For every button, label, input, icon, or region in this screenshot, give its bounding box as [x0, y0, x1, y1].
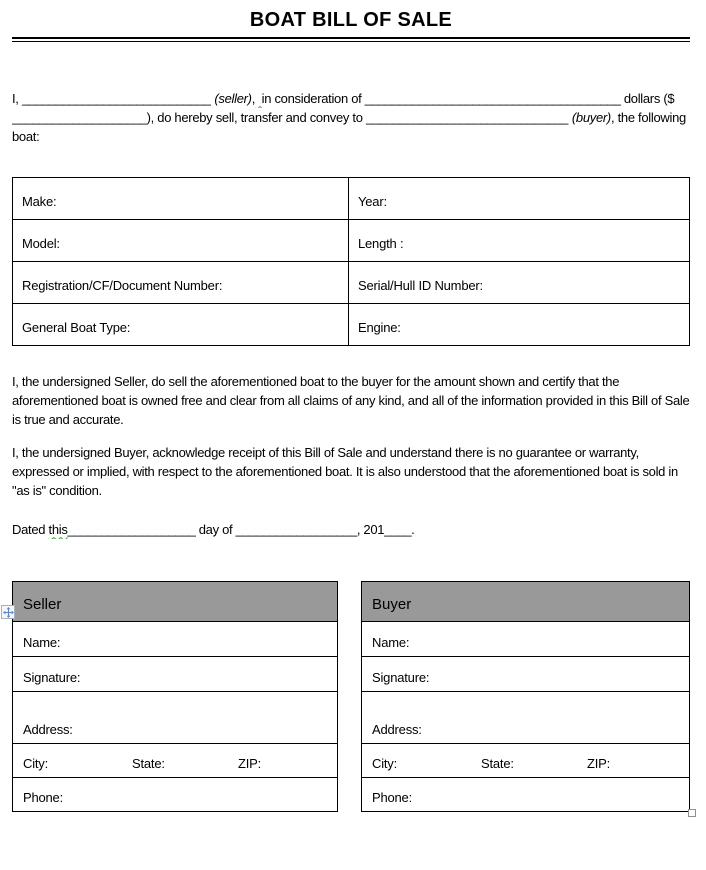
buyer-city-state-zip-cell[interactable]: [362, 743, 690, 777]
make-label: Make:: [22, 193, 57, 209]
intro-text: dollars ($: [620, 90, 675, 106]
intro-text: , the following: [610, 109, 686, 125]
table-row: [13, 261, 690, 303]
engine-label: Engine:: [358, 319, 401, 335]
seller-name-blank[interactable]: ____________________________: [21, 90, 211, 106]
intro-line-2: [12, 108, 690, 127]
address-label: Address:: [372, 721, 422, 737]
address-label: Address:: [23, 721, 73, 737]
grammar-squiggle: [255, 91, 262, 106]
make-cell[interactable]: [13, 177, 349, 219]
serial-hull-id-cell[interactable]: [349, 261, 690, 303]
title-divider: [12, 37, 690, 42]
dated-text: day of: [195, 521, 236, 537]
length-label: Length :: [358, 235, 404, 251]
model-label: Model:: [22, 235, 60, 251]
table-row: [13, 303, 690, 345]
dated-line: [12, 520, 690, 539]
signature-label: Signature:: [23, 669, 81, 685]
length-cell[interactable]: [349, 219, 690, 261]
buyer-card-header: [362, 581, 690, 621]
dated-year-blank[interactable]: ____: [384, 521, 412, 537]
buyer-header-label: Buyer: [372, 595, 412, 613]
seller-clause-paragraph: I, the undersigned Seller, do sell the aforementioned boat to the buyer for the amount shown and certify that the aforementioned boat is owned free and clear from all claims of any kind, and all of the information provided in this Bill of Sale is true and accurate.: [12, 373, 690, 427]
buyer-name-cell[interactable]: [362, 621, 690, 656]
buyer-card: [361, 581, 690, 812]
buyer-word: (buyer): [571, 109, 611, 125]
buyer-signature-cell[interactable]: [362, 656, 690, 691]
seller-header-label: Seller: [23, 595, 62, 613]
intro-line-3: boat:: [12, 128, 40, 144]
zip-label: ZIP:: [587, 755, 611, 771]
zip-label: ZIP:: [238, 755, 262, 771]
boat-details-table: [12, 177, 690, 346]
engine-cell[interactable]: [349, 303, 690, 345]
table-row: [362, 621, 690, 656]
city-label: City:: [23, 755, 49, 771]
divider-thin-line: [12, 41, 690, 42]
intro-text: ), do hereby sell, transfer and convey to: [146, 109, 366, 125]
boat-type-cell[interactable]: [13, 303, 349, 345]
state-label: State:: [132, 755, 165, 771]
table-row: [362, 777, 690, 811]
intro-line-1: [12, 89, 690, 108]
amount-numeric-blank[interactable]: ____________________: [12, 109, 147, 125]
phone-label: Phone:: [23, 789, 64, 805]
registration-number-cell[interactable]: [13, 261, 349, 303]
table-row: [362, 581, 690, 621]
table-row: [362, 656, 690, 691]
year-label: Year:: [358, 193, 387, 209]
dated-day-blank[interactable]: ___________________: [67, 521, 196, 537]
seller-word: (seller): [214, 90, 252, 106]
state-label: State:: [481, 755, 514, 771]
buyer-card-wrap: [361, 581, 690, 812]
year-cell[interactable]: [349, 177, 690, 219]
page-title: BOAT BILL OF SALE: [249, 9, 453, 31]
amount-words-blank[interactable]: ______________________________________: [364, 90, 621, 106]
grammar-squiggle-this: this: [48, 521, 68, 537]
seller-address-cell[interactable]: [13, 691, 338, 743]
signature-label: Signature:: [372, 669, 430, 685]
intro-paragraph: [12, 89, 690, 146]
seller-city-state-zip-cell[interactable]: [13, 743, 338, 777]
registration-number-label: Registration/CF/Document Number:: [22, 277, 223, 293]
phone-label: Phone:: [372, 789, 413, 805]
serial-hull-id-label: Serial/Hull ID Number:: [358, 277, 483, 293]
dated-month-blank[interactable]: __________________: [235, 521, 357, 537]
seller-card-header: [13, 581, 338, 621]
intro-text: ,: [251, 90, 256, 106]
name-label: Name:: [23, 634, 61, 650]
name-label: Name:: [372, 634, 410, 650]
table-row: [13, 691, 338, 743]
intro-text: I,: [12, 90, 22, 106]
table-row: [13, 177, 690, 219]
seller-signature-cell[interactable]: [13, 656, 338, 691]
boat-type-label: General Boat Type:: [22, 319, 131, 335]
buyer-clause-paragraph: I, the undersigned Buyer, acknowledge receipt of this Bill of Sale and understand there is no guarantee or warranty, expressed or implied, with respect to the aforementioned boat. It is also understood that the aforementioned boat is sold in "as is" condition.: [12, 444, 678, 498]
table-row: [13, 581, 338, 621]
table-row: [13, 656, 338, 691]
table-row: [362, 691, 690, 743]
table-row: [13, 621, 338, 656]
table-row: [13, 219, 690, 261]
dated-text: , 201: [356, 521, 385, 537]
divider-thick-line: [12, 37, 690, 39]
seller-card: [12, 581, 338, 812]
city-label: City:: [372, 755, 398, 771]
signature-section: [12, 581, 690, 812]
move-arrows-icon: [3, 607, 14, 618]
table-resize-handle[interactable]: [688, 809, 696, 817]
model-cell[interactable]: [13, 219, 349, 261]
table-row: [362, 743, 690, 777]
dated-text: Dated: [12, 521, 49, 537]
buyer-address-cell[interactable]: [362, 691, 690, 743]
table-row: [13, 777, 338, 811]
buyer-phone-cell[interactable]: [362, 777, 690, 811]
table-move-handle[interactable]: [1, 605, 15, 619]
dated-text: .: [411, 521, 415, 537]
seller-name-cell[interactable]: [13, 621, 338, 656]
buyer-name-blank[interactable]: ______________________________: [365, 109, 568, 125]
seller-phone-cell[interactable]: [13, 777, 338, 811]
intro-text: in consideration of: [261, 90, 365, 106]
table-row: [13, 743, 338, 777]
